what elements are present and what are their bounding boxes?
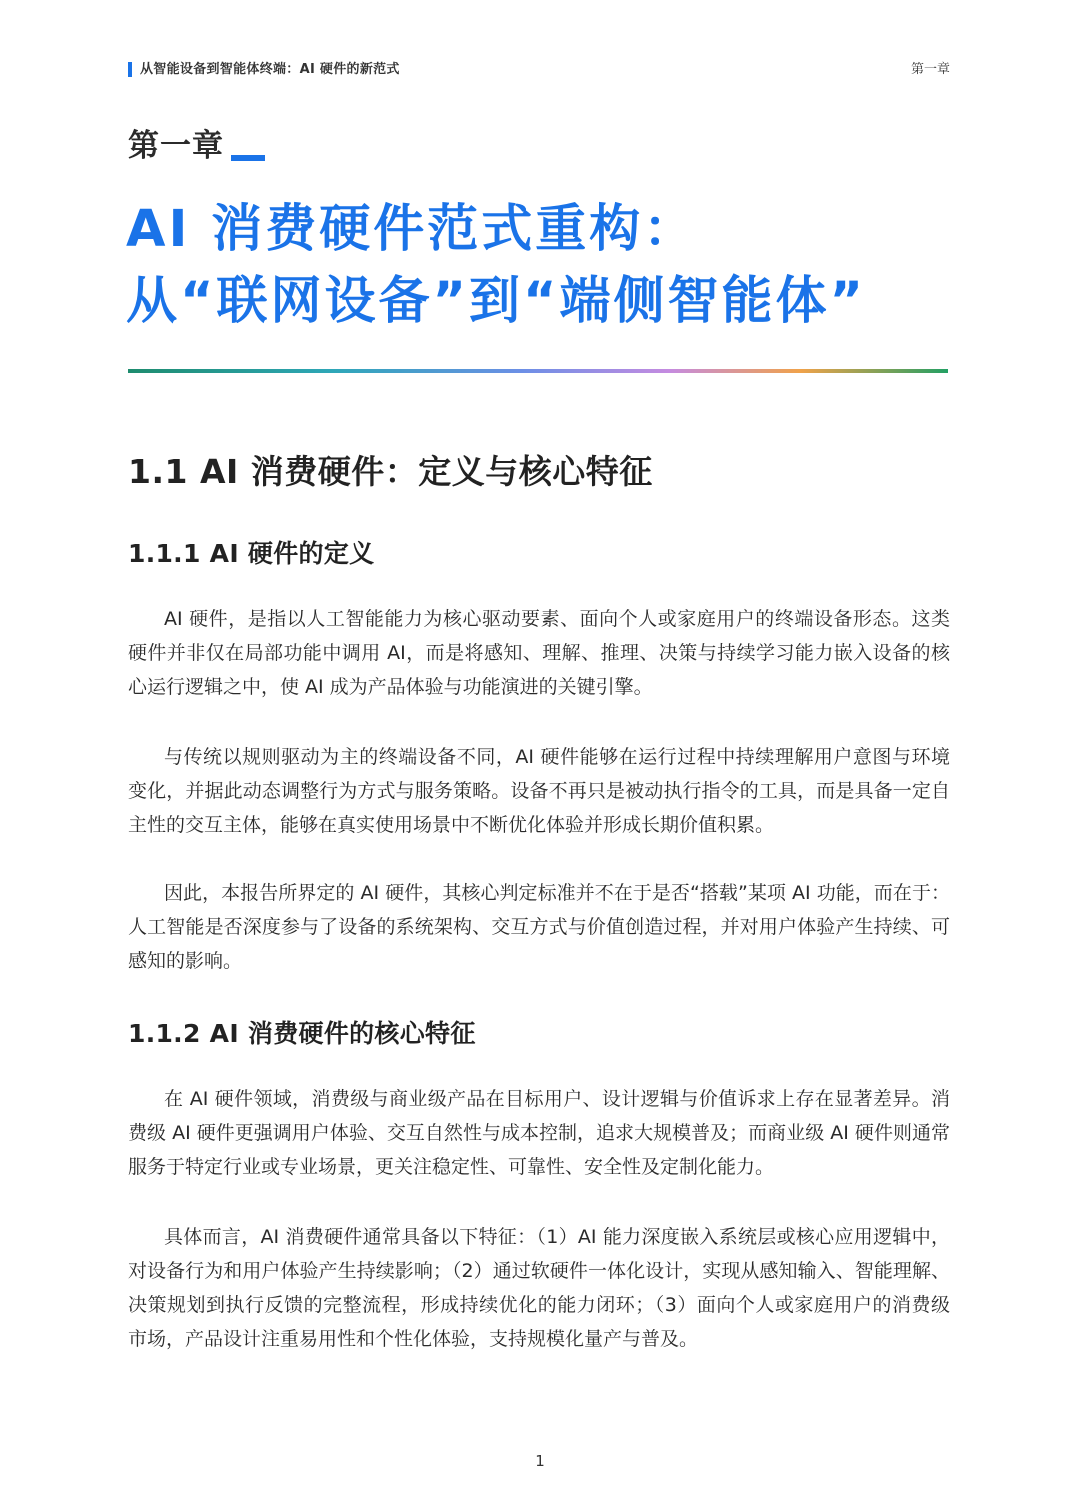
paragraph-line: 硬件并非仅在局部功能中调用 AI，而是将感知、理解、推理、决策与持续学习能力嵌入设备的核 xyxy=(128,642,950,664)
running-header xyxy=(128,60,950,80)
paragraph-line: 感知的影响。 xyxy=(128,950,243,972)
paragraph-line: 心运行逻辑之中，使 AI 成为产品体验与功能演进的关键引擎。 xyxy=(128,676,653,698)
paragraph-line: 服务于特定行业或专业场景，更关注稳定性、可靠性、安全性及定制化能力。 xyxy=(128,1156,775,1178)
paragraph xyxy=(128,1220,950,1356)
paragraph-line: 因此，本报告所界定的 AI 硬件，其核心判定标准并不在于是否“搭载”某项 AI 功能，而在于： xyxy=(164,882,950,904)
section-heading: 1.1 AI 消费硬件：定义与核心特征 xyxy=(128,452,653,491)
paragraph-line: 决策规划到执行反馈的完整流程，形成持续优化的能力闭环；（3）面向个人或家庭用户的消费级 xyxy=(128,1294,950,1316)
paragraph xyxy=(128,876,950,978)
main-title-line-2: 从“联网设备”到“端侧智能体” xyxy=(126,272,867,331)
paragraph-line: 费级 AI 硬件更强调用户体验、交互自然性与成本控制，追求大规模普及；而商业级 AI 硬件则通常 xyxy=(128,1122,950,1144)
header-chapter: 第一章 xyxy=(910,62,950,77)
chapter-underline xyxy=(231,155,265,161)
header-title: 从智能设备到智能体终端：AI 硬件的新范式 xyxy=(140,62,400,77)
subsection-heading-features: 1.1.2 AI 消费硬件的核心特征 xyxy=(128,1019,476,1048)
paragraph xyxy=(128,1082,950,1184)
subsection-heading-definition: 1.1.1 AI 硬件的定义 xyxy=(128,539,375,568)
chapter-label: 第一章 xyxy=(128,128,224,164)
paragraph-line: 主性的交互主体，能够在真实使用场景中不断优化体验并形成长期价值积累。 xyxy=(128,814,775,836)
gradient-divider xyxy=(128,369,948,373)
paragraph-line: 市场，产品设计注重易用性和个性化体验，支持规模化量产与普及。 xyxy=(128,1328,699,1350)
paragraph-line: 与传统以规则驱动为主的终端设备不同，AI 硬件能够在运行过程中持续理解用户意图与环境 xyxy=(164,746,950,768)
paragraph-line: 具体而言，AI 消费硬件通常具备以下特征：（1）AI 能力深度嵌入系统层或核心应用逻辑中， xyxy=(164,1226,950,1248)
paragraph xyxy=(128,740,950,842)
header-accent-bar xyxy=(128,62,132,77)
paragraph xyxy=(128,602,950,704)
paragraph-line: 在 AI 硬件领域，消费级与商业级产品在目标用户、设计逻辑与价值诉求上存在显著差异。消 xyxy=(164,1088,950,1110)
main-title-line-1: AI 消费硬件范式重构： xyxy=(126,200,698,259)
paragraph-line: 变化，并据此动态调整行为方式与服务策略。设备不再只是被动执行指令的工具，而是具备一定自 xyxy=(128,780,950,802)
paragraph-line: 人工智能是否深度参与了设备的系统架构、交互方式与价值创造过程，并对用户体验产生持续、可 xyxy=(128,916,950,938)
paragraph-line: 对设备行为和用户体验产生持续影响；（2）通过软硬件一体化设计，实现从感知输入、智能理解、 xyxy=(128,1260,950,1282)
page-number: 1 xyxy=(535,1452,545,1470)
paragraph-line: AI 硬件，是指以人工智能能力为核心驱动要素、面向个人或家庭用户的终端设备形态。这类 xyxy=(164,608,950,630)
